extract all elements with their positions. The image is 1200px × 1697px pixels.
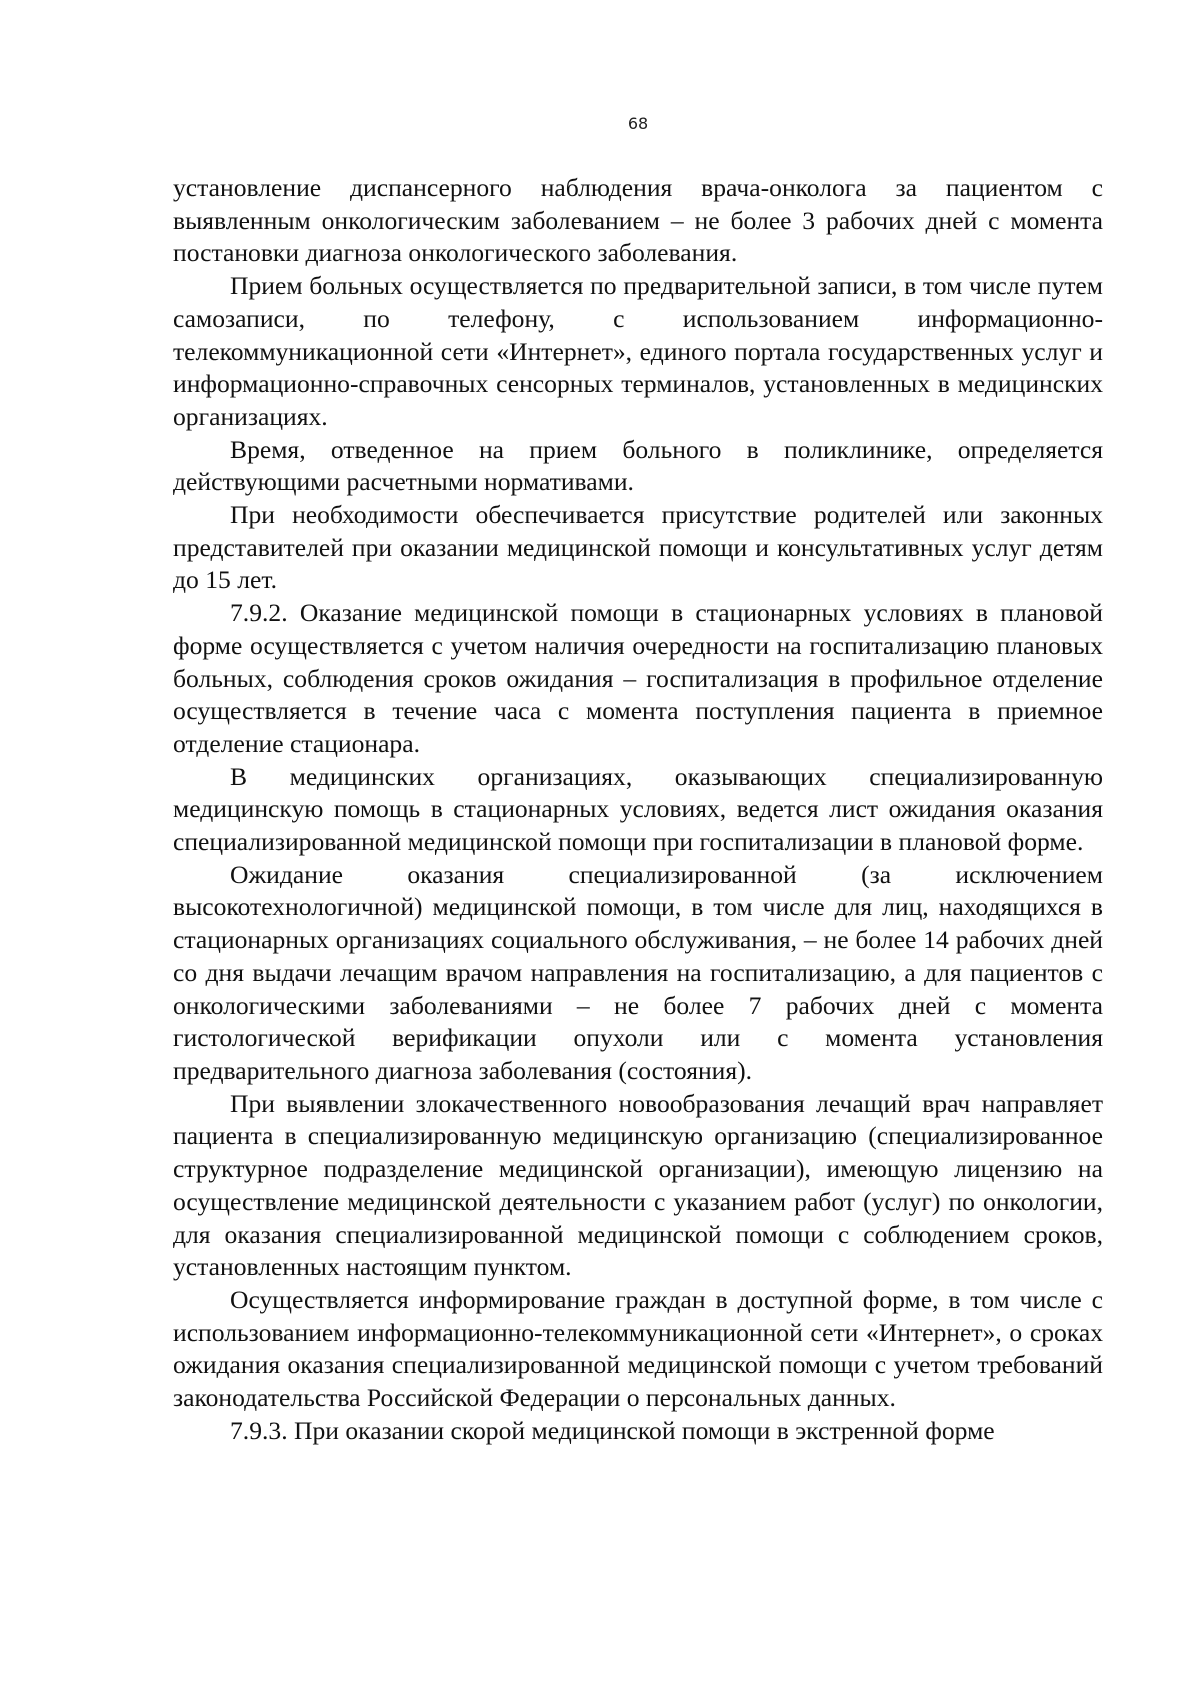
paragraph-3: Время, отведенное на прием больного в поликлинике, определяется действующими расчетными нормативами. — [173, 434, 1103, 497]
paragraph-9: Осуществляется информирование граждан в доступной форме, в том числе с использованием информационно-телекоммуникационной сети «Интернет», о сроках ожидания оказания специализированной медицинской помощи с учетом требований законодательства Российской Федерации о персональных данных. — [173, 1284, 1103, 1413]
paragraph-8: При выявлении злокачественного новообразования лечащий врач направляет пациента в специализированную медицинскую организацию (специализированное структурное подразделение медицинской организации), имеющую лицензию на осуществление медицинской деятельности с указанием работ (услуг) по онкологии, для оказания специализированной медицинской помощи с соблюдением сроков, установленных настоящим пунктом. — [173, 1088, 1103, 1282]
document-body — [173, 172, 1103, 1447]
paragraph-7: Ожидание оказания специализированной (за исключением высокотехнологичной) медицинской помощи, в том числе для лиц, находящихся в стационарных организациях социального обслуживания, – не более 14 рабочих дней со дня выдачи лечащим врачом направления на госпитализацию, а для пациентов с онкологическими заболеваниями – не более 7 рабочих дней с момента гистологической верификации опухоли или с момента установления предварительного диагноза заболевания (состояния). — [173, 859, 1103, 1085]
paragraph-1: установление диспансерного наблюдения врача-онколога за пациентом с выявленным онкологическим заболеванием – не более 3 рабочих дней с момента постановки диагноза онкологического заболевания. — [173, 173, 1103, 268]
paragraph-2: Прием больных осуществляется по предварительной записи, в том числе путем самозаписи, по телефону, с использованием информационно-телекоммуникационной сети «Интернет», единого портала государственных услуг и информационно-справочных сенсорных терминалов, установленных в медицинских организациях. — [173, 271, 1103, 431]
paragraph-4: При необходимости обеспечивается присутствие родителей или законных представителей при оказании медицинской помощи и консультативных услуг детям до 15 лет. — [173, 500, 1103, 595]
paragraph-5: 7.9.2. Оказание медицинской помощи в стационарных условиях в плановой форме осуществляется с учетом наличия очередности на госпитализацию плановых больных, соблюдения сроков ожидания – госпитализация в профильное отделение осуществляется в течение часа с момента поступления пациента в приемное отделение стационара. — [173, 598, 1103, 758]
page-number: 68 — [627, 114, 649, 133]
paragraph-6: В медицинских организациях, оказывающих специализированную медицинскую помощь в стационарных условиях, ведется лист ожидания оказания специализированной медицинской помощи при госпитализации в плановой форме. — [173, 761, 1103, 857]
paragraph-10: 7.9.3. При оказании скорой медицинской помощи в экстренной форме — [230, 1415, 995, 1445]
